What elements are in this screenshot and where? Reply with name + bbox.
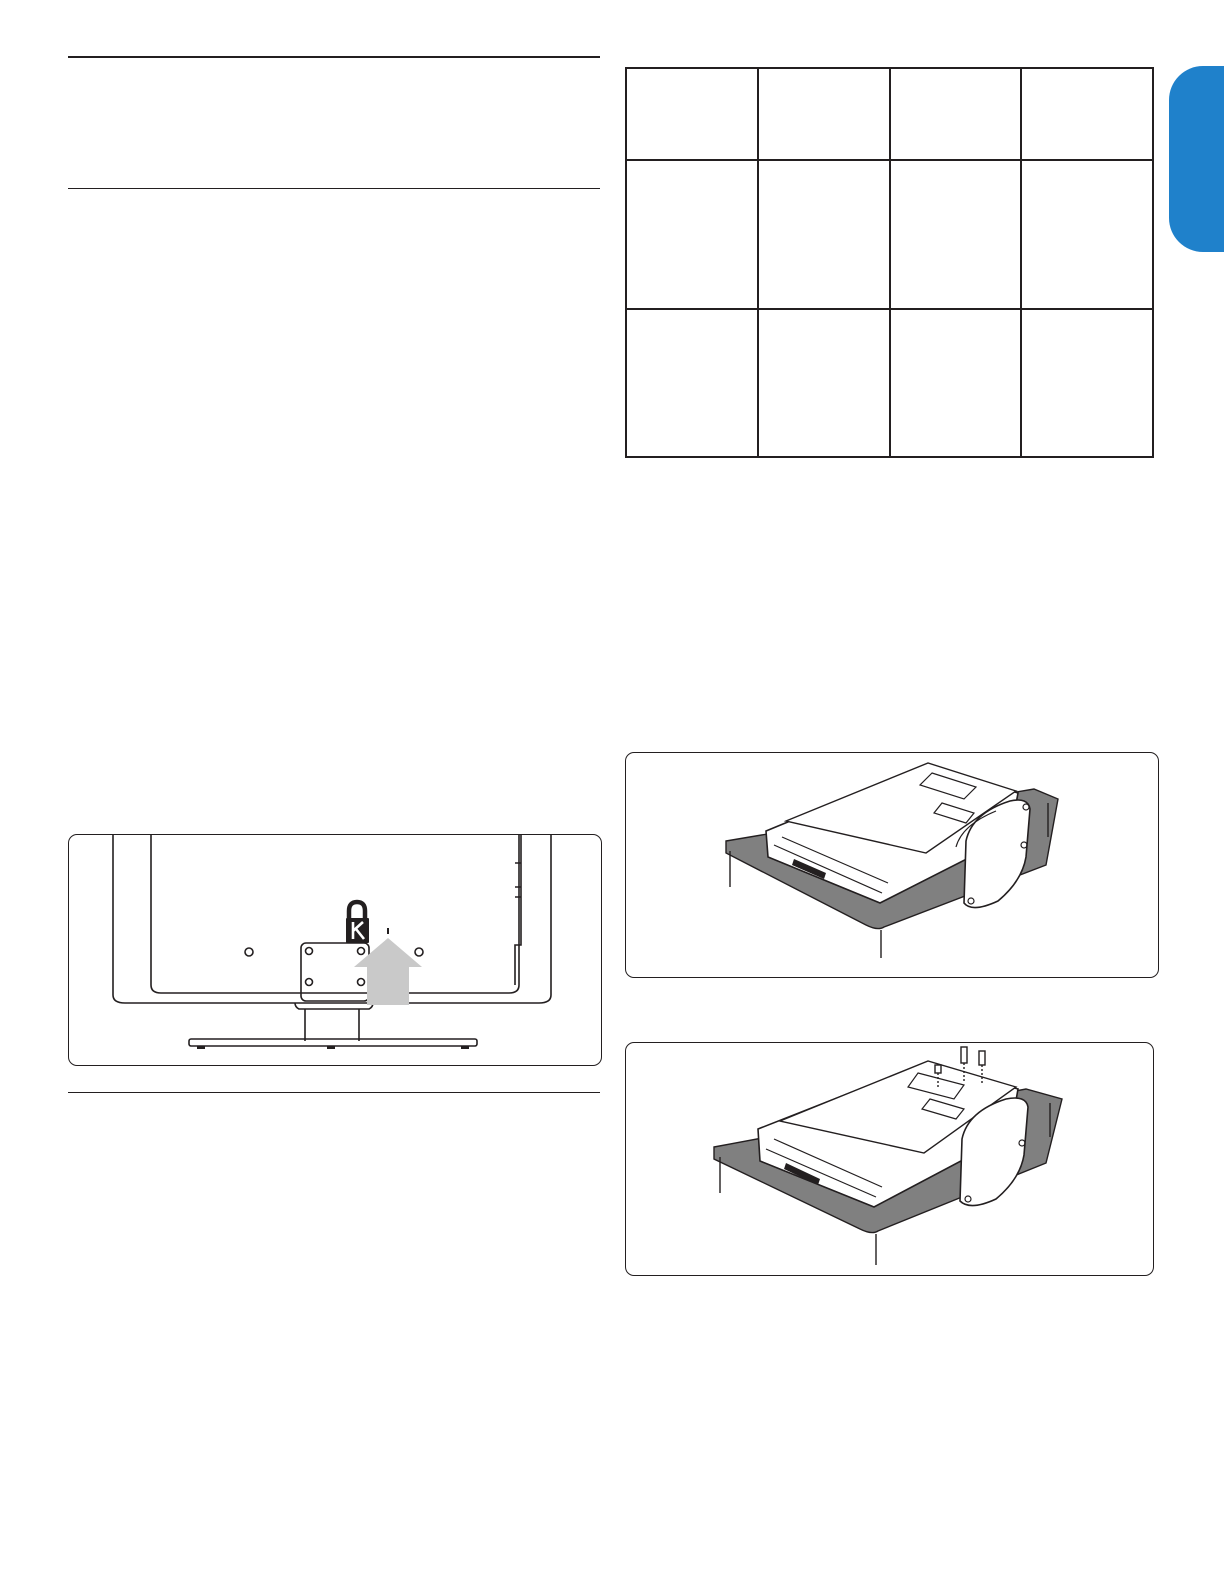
table-cell: [626, 309, 758, 457]
section-rule-mid: [68, 188, 600, 189]
stand-removal-figure: [625, 752, 1159, 978]
table-cell: [1021, 160, 1153, 309]
table-cell: [626, 160, 758, 309]
table-cell: [626, 68, 758, 160]
table-cell: [758, 160, 890, 309]
tv-rear-illustration: [69, 835, 601, 1065]
table-cell: [1021, 309, 1153, 457]
tv-screws-illustration: [626, 1043, 1153, 1275]
up-arrow-icon: [354, 938, 422, 1005]
stand-screws-figure: [625, 1042, 1154, 1276]
tv-face-down-icon: [626, 753, 1158, 977]
language-tab: [1169, 66, 1224, 252]
kensington-figure: [68, 834, 602, 1066]
kensington-lock-icon: [346, 902, 369, 943]
table-cell: [758, 309, 890, 457]
table-cell: [1021, 68, 1153, 160]
table-cell: [758, 68, 890, 160]
spec-table: [625, 67, 1154, 458]
table-cell: [890, 309, 1022, 457]
section-rule-top: [68, 56, 600, 58]
table-cell: [890, 68, 1022, 160]
table-cell: [890, 160, 1022, 309]
section-rule-bottom: [68, 1092, 600, 1093]
